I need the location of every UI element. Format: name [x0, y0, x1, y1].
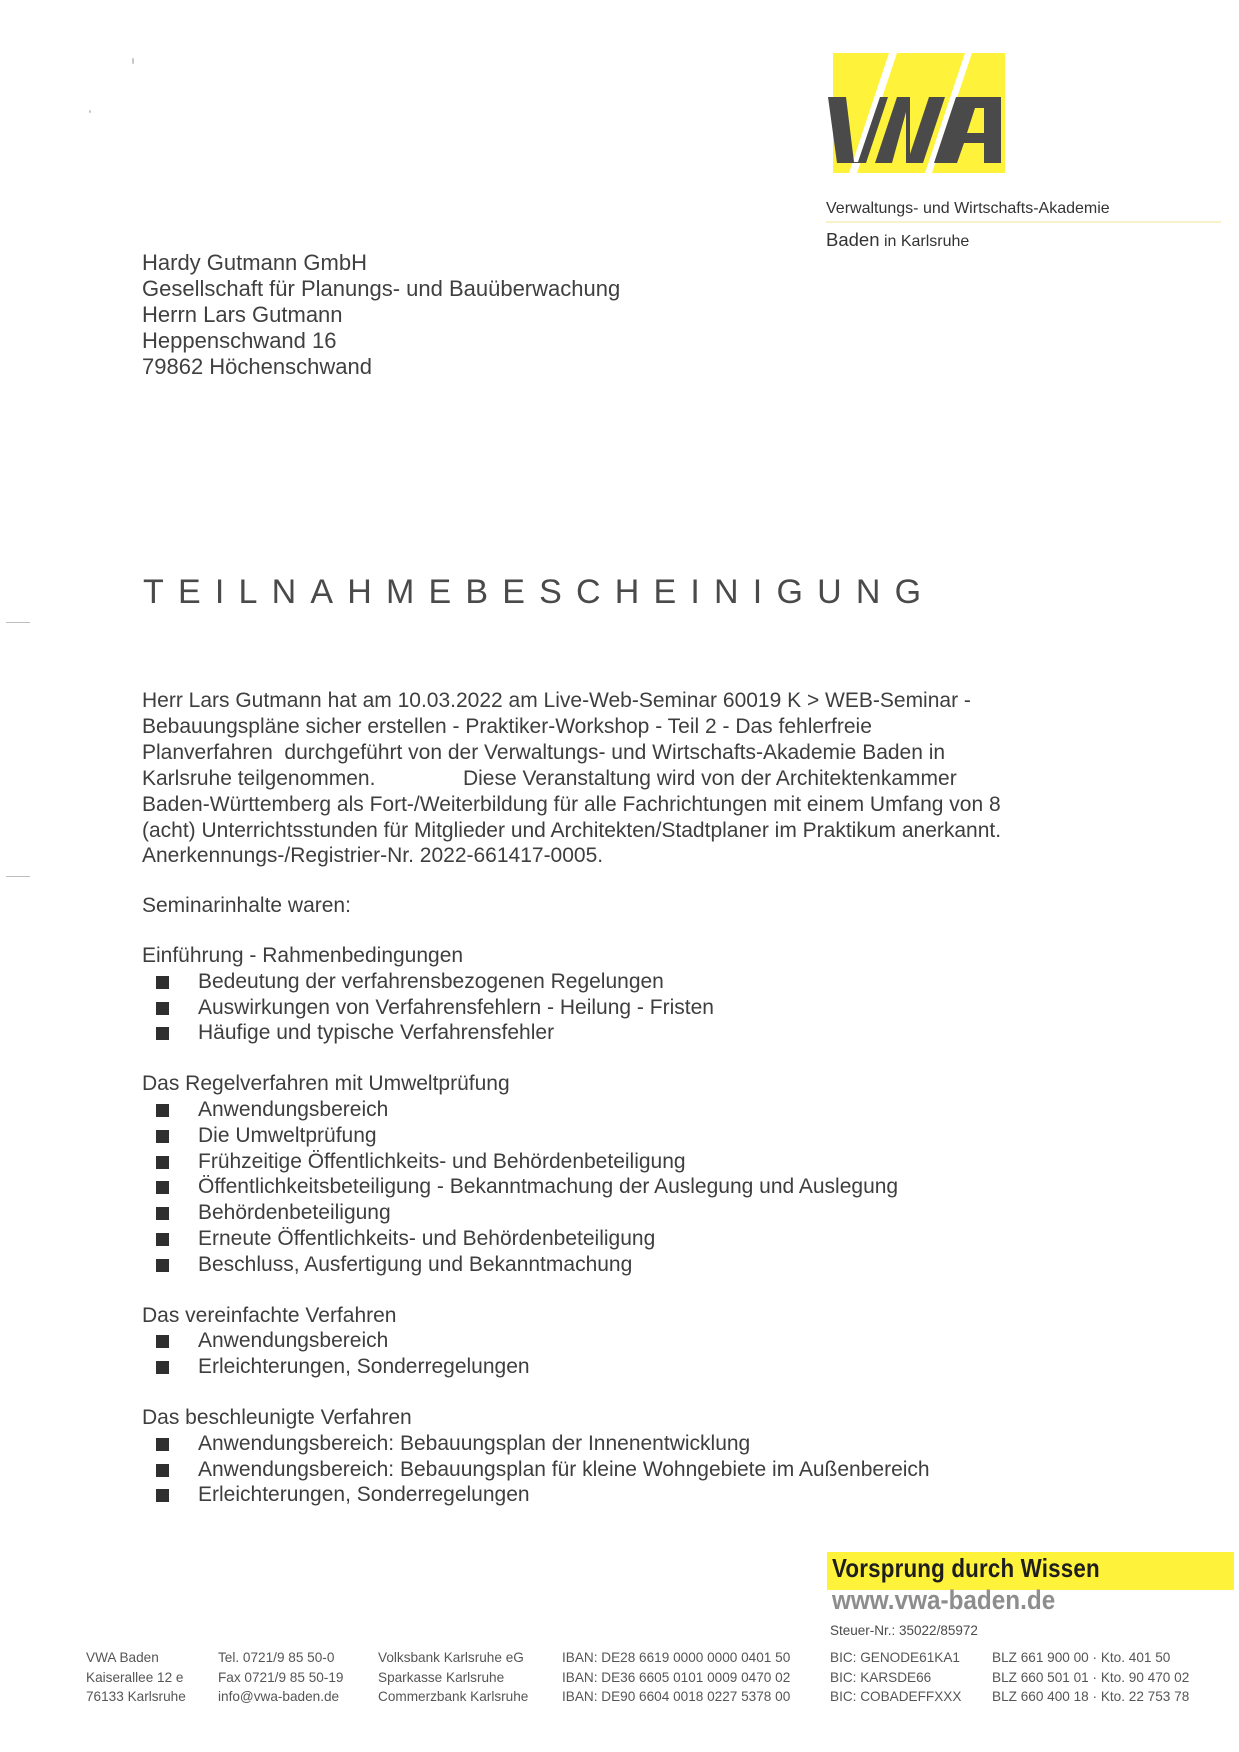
list-item — [142, 1354, 1142, 1380]
vwa-logo-graphic — [826, 50, 1010, 174]
footer-contact — [218, 1648, 343, 1707]
square-bullet-icon — [156, 1156, 169, 1169]
org-divider — [826, 221, 1221, 223]
document-title: TEILNAHMEBESCHEINIGUNG — [143, 573, 936, 611]
square-bullet-icon — [156, 1181, 169, 1194]
paragraph-line: Bebauungspläne sicher erstellen - Praktiker-Workshop - Teil 2 - Das fehlerfreie — [142, 714, 872, 738]
section-heading: Das vereinfachte Verfahren — [142, 1303, 397, 1327]
footer-account: BLZ 661 900 00 · Kto. 401 50 — [992, 1650, 1171, 1665]
square-bullet-icon — [156, 1259, 169, 1272]
website-link[interactable]: www.vwa-baden.de — [832, 1585, 1056, 1615]
address-line: Heppenschwand 16 — [142, 328, 337, 353]
paragraph-line: Anerkennungs-/Registrier-Nr. 2022-661417-0005. — [142, 844, 604, 868]
footer-fax: Fax 0721/9 85 50-19 — [218, 1669, 344, 1685]
list-item-text: Frühzeitige Öffentlichkeits- und Behördenbeteiligung — [198, 1149, 686, 1173]
org-name-line1: Verwaltungs- und Wirtschafts-Akademie — [826, 200, 1110, 217]
footer-address-line: Kaiserallee 12 e — [86, 1669, 184, 1685]
list-item — [142, 1097, 1142, 1123]
content-section — [142, 1303, 1142, 1380]
fold-mark — [6, 622, 30, 623]
footer-bank: Commerzbank Karlsruhe — [378, 1689, 529, 1704]
list-item-text: Öffentlichkeitsbeteiligung - Bekanntmachung der Auslegung und Auslegung — [198, 1175, 899, 1199]
footer-iban: IBAN: DE36 6605 0101 0009 0470 02 — [562, 1669, 791, 1685]
square-bullet-icon — [156, 1002, 169, 1015]
footer-bic: BIC: KARSDE66 — [830, 1669, 932, 1685]
list-item — [142, 1457, 1142, 1483]
footer-banks — [378, 1648, 528, 1707]
seminar-contents — [142, 943, 1142, 1533]
tax-number: Steuer-Nr.: 35022/85972 — [830, 1623, 978, 1638]
list-item-text: Bedeutung der verfahrensbezogenen Regelungen — [198, 969, 664, 993]
section-heading: Das Regelverfahren mit Umweltprüfung — [142, 1072, 510, 1096]
address-line: Herrn Lars Gutmann — [142, 302, 343, 327]
footer-account: BLZ 660 501 01 · Kto. 90 470 02 — [992, 1669, 1190, 1685]
list-item-text: Beschluss, Ausfertigung und Bekanntmachung — [198, 1252, 633, 1276]
section-heading: Das beschleunigte Verfahren — [142, 1405, 412, 1429]
footer-iban: IBAN: DE90 6604 0018 0227 5378 00 — [562, 1689, 791, 1704]
square-bullet-icon — [156, 1104, 169, 1117]
square-bullet-icon — [156, 1335, 169, 1348]
paragraph-line: (acht) Unterrichtsstunden für Mitglieder und Architekten/Stadtplaner im Praktikum anerkannt. — [142, 818, 1002, 842]
square-bullet-icon — [156, 1027, 169, 1040]
footer-bank: Volksbank Karlsruhe eG — [378, 1650, 524, 1665]
list-item-text: Anwendungsbereich — [198, 1097, 389, 1121]
paragraph-line: Planverfahren durchgeführt von der Verwaltungs- und Wirtschafts-Akademie Baden in — [142, 740, 946, 764]
list-item-text: Behördenbeteiligung — [198, 1201, 391, 1225]
recipient-address — [142, 250, 620, 380]
square-bullet-icon — [156, 1361, 169, 1374]
footer-phone: Tel. 0721/9 85 50-0 — [218, 1650, 335, 1665]
address-line: Gesellschaft für Planungs- und Bauüberwachung — [142, 276, 621, 301]
footer-bank: Sparkasse Karlsruhe — [378, 1669, 505, 1685]
list-item — [142, 1123, 1142, 1149]
address-line: 79862 Höchenschwand — [142, 354, 372, 379]
list-item-text: Auswirkungen von Verfahrensfehlern - Heilung - Fristen — [198, 995, 714, 1019]
org-name-location: in Karlsruhe — [879, 233, 970, 250]
org-name-line2 — [826, 229, 969, 251]
section-heading: Einführung - Rahmenbedingungen — [142, 944, 464, 967]
list-item-text: Anwendungsbereich — [198, 1329, 389, 1353]
footer-email[interactable]: info@vwa-baden.de — [218, 1689, 340, 1704]
list-item-text: Anwendungsbereich: Bebauungsplan der Innenentwicklung — [198, 1431, 751, 1455]
square-bullet-icon — [156, 1438, 169, 1451]
org-name-baden: Baden — [826, 229, 880, 250]
list-item-text: Erleichterungen, Sonderregelungen — [198, 1483, 530, 1507]
list-item — [142, 1174, 1142, 1200]
list-item-text: Erleichterungen, Sonderregelungen — [198, 1355, 530, 1379]
address-line: Hardy Gutmann GmbH — [142, 250, 367, 275]
footer-bic: BIC: COBADEFFXXX — [830, 1689, 962, 1704]
fold-mark — [6, 876, 30, 877]
content-section — [142, 1071, 1142, 1277]
slogan: Vorsprung durch Wissen — [832, 1553, 1100, 1583]
list-item-text: Anwendungsbereich: Bebauungsplan für kleine Wohngebiete im Außenbereich — [198, 1457, 930, 1481]
paragraph-line: Karlsruhe teilgenommen. Diese Veranstaltung wird von der Architektenkammer — [142, 766, 957, 790]
footer-address-line: VWA Baden — [86, 1650, 159, 1665]
list-item-text: Häufige und typische Verfahrensfehler — [198, 1021, 555, 1045]
vwa-logo — [826, 50, 1010, 174]
list-item — [142, 995, 1142, 1021]
square-bullet-icon — [156, 1130, 169, 1143]
list-item — [142, 1149, 1142, 1175]
seminar-contents-intro: Seminarinhalte waren: — [142, 894, 351, 917]
list-item — [142, 1252, 1142, 1278]
list-item — [142, 1020, 1142, 1046]
footer-accounts — [992, 1648, 1189, 1707]
list-item — [142, 969, 1142, 995]
content-section — [142, 943, 1142, 1046]
list-item-text: Erneute Öffentlichkeits- und Behördenbeteiligung — [198, 1226, 656, 1250]
footer-bic: BIC: GENODE61KA1 — [830, 1650, 960, 1665]
square-bullet-icon — [156, 1233, 169, 1246]
square-bullet-icon — [156, 1489, 169, 1502]
scan-speck — [89, 110, 91, 113]
list-item — [142, 1226, 1142, 1252]
list-item-text: Die Umweltprüfung — [198, 1123, 377, 1147]
scan-speck — [132, 58, 134, 64]
square-bullet-icon — [156, 976, 169, 989]
content-section — [142, 1405, 1142, 1508]
list-item — [142, 1431, 1142, 1457]
paragraph-line: Herr Lars Gutmann hat am 10.03.2022 am Live-Web-Seminar 60019 K > WEB-Seminar - — [142, 689, 971, 712]
footer-iban: IBAN: DE28 6619 0000 0000 0401 50 — [562, 1650, 791, 1665]
footer-bics — [830, 1648, 961, 1707]
square-bullet-icon — [156, 1207, 169, 1220]
list-item — [142, 1482, 1142, 1508]
footer-ibans — [562, 1648, 790, 1707]
list-item — [142, 1328, 1142, 1354]
certificate-paragraph — [142, 688, 1142, 869]
paragraph-line: Baden-Württemberg als Fort-/Weiterbildung für alle Fachrichtungen mit einem Umfang von 8 — [142, 792, 1001, 816]
footer-address-line: 76133 Karlsruhe — [86, 1689, 186, 1704]
footer-address — [86, 1648, 186, 1707]
footer-account: BLZ 660 400 18 · Kto. 22 753 78 — [992, 1689, 1190, 1704]
square-bullet-icon — [156, 1464, 169, 1477]
list-item — [142, 1200, 1142, 1226]
